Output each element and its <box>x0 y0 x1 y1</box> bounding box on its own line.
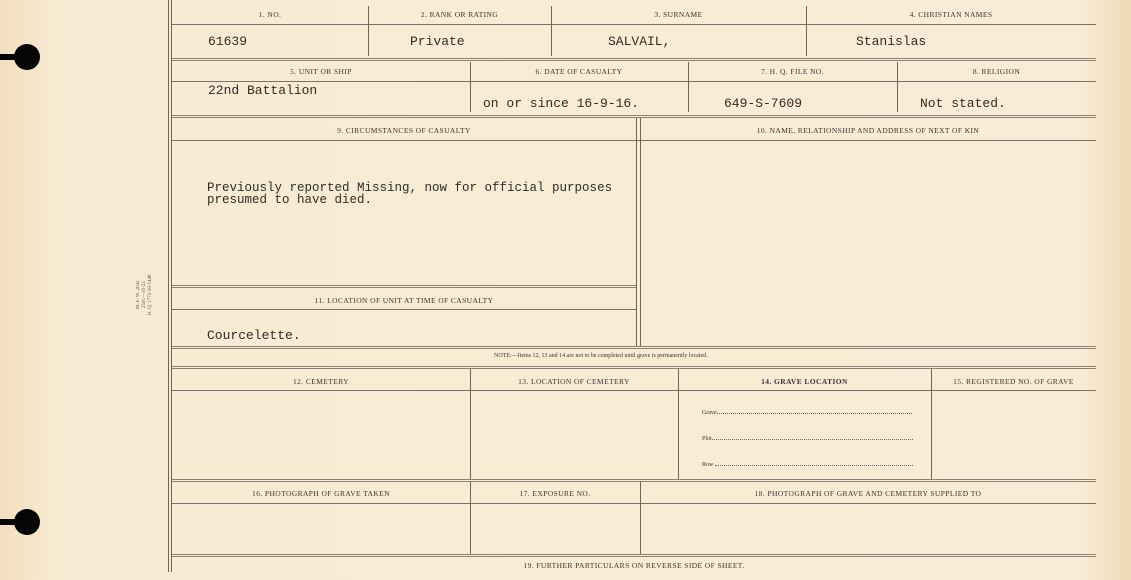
grave-field-label: Grave <box>702 410 717 416</box>
location-cemetery-label: 13. LOCATION OF CEMETERY <box>518 377 630 386</box>
surname-label: 3. SURNAME <box>654 10 703 19</box>
casualty-form <box>168 0 1096 572</box>
christian-names-label: 4. CHRISTIAN NAMES <box>909 10 993 19</box>
supplied-to-label: 18. PHOTOGRAPH OF GRAVE AND CEMETERY SUPPLIED TO <box>754 489 982 498</box>
exposure-label: 17. EXPOSURE NO. <box>519 489 591 498</box>
circumstances-line-1: Previously reported Missing, now for official purposes <box>207 181 613 195</box>
file-no-label: 7. H. Q. FILE NO. <box>760 67 825 76</box>
religion-value: Not stated. <box>920 96 1006 111</box>
no-label: 1. NO. <box>258 10 282 19</box>
location-unit-label: 11. LOCATION OF UNIT AT TIME OF CASUALTY <box>314 296 494 305</box>
location-unit-value: Courcelette. <box>207 328 301 343</box>
rank-label: 2. RANK OR RATING <box>420 10 499 19</box>
registered-no-label: 15. REGISTERED NO. OF GRAVE <box>953 377 1074 386</box>
form-code-line: 25m.—10-22 <box>142 281 147 309</box>
form-code-line: H. Q. 1772-39-1448 <box>148 274 153 316</box>
plot-field-label: Plot <box>702 436 712 442</box>
circumstances-label: 9. CIRCUMSTANCES OF CASUALTY <box>337 126 471 135</box>
row-field[interactable] <box>702 462 913 468</box>
grave-location-label: 14. GRAVE LOCATION <box>761 377 848 386</box>
form-code-line: M. F. W. 2042 <box>136 280 141 310</box>
date-label: 6. DATE OF CASUALTY <box>535 67 623 76</box>
circumstances-line-2: presumed to have died. <box>207 193 373 207</box>
unit-value: 22nd Battalion <box>208 83 318 98</box>
punch-hole-top <box>14 44 40 70</box>
cemetery-label: 12. CEMETERY <box>292 377 350 386</box>
unit-label: 5. UNIT OR SHIP <box>290 67 352 76</box>
rank-value: Private <box>410 34 465 49</box>
plot-field[interactable] <box>702 436 913 442</box>
photo-taken-label: 16. PHOTOGRAPH OF GRAVE TAKEN <box>252 489 390 498</box>
footer-text: 19. FURTHER PARTICULARS ON REVERSE SIDE OF SHEET. <box>523 561 745 570</box>
row-field-label: Row <box>702 462 714 468</box>
date-value: on or since 16-9-16. <box>483 96 640 111</box>
christian-names-value: Stanislas <box>856 34 927 49</box>
file-no-value: 649-S-7609 <box>724 96 803 111</box>
grave-field[interactable] <box>702 410 912 416</box>
religion-label: 8. RELIGION <box>972 67 1021 76</box>
service-number: 61639 <box>208 34 248 49</box>
note-text: NOTE:—Items 12, 13 and 14 are not to be completed until grave is permanently located. <box>494 353 708 359</box>
surname-value: SALVAIL, <box>608 34 671 49</box>
form-code <box>136 270 170 320</box>
next-of-kin-label: 10. NAME, RELATIONSHIP AND ADDRESS OF NEXT OF KIN <box>756 126 980 135</box>
punch-hole-bottom <box>14 509 40 535</box>
